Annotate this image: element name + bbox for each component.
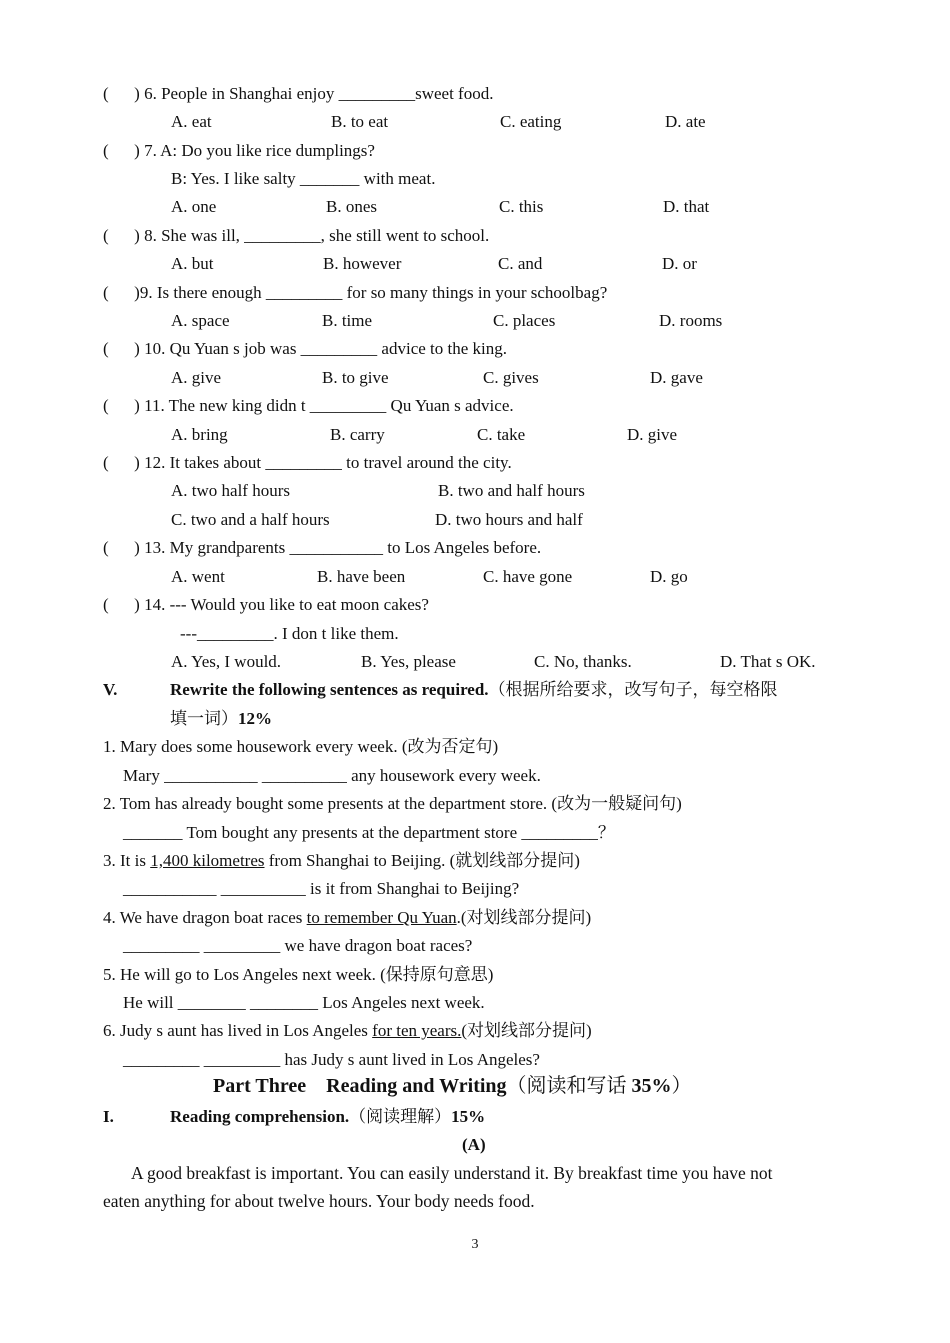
passage-label: (A) — [462, 1135, 486, 1154]
question-10-stem: ( ) 10. Qu Yuan s job was _________ advice to the king. — [103, 339, 508, 358]
question-13-stem: ( ) 13. My grandparents ___________ to Los Angeles before. — [103, 538, 542, 557]
page-number: 3 — [471, 1237, 479, 1252]
section-i-heading — [170, 1108, 485, 1125]
rewrite-6-answer: _________ _________ has Judy s aunt lived in Los Angeles? — [123, 1050, 540, 1069]
rewrite-4-underlined: to remember Qu Yuan — [306, 908, 457, 927]
q6-option-b: B. to eat — [331, 112, 389, 131]
rewrite-3-pre: 3. It is — [103, 851, 151, 870]
passage-line-2: eaten anything for about twelve hours. Your body needs food. — [103, 1191, 535, 1211]
q9-option-d: D. rooms — [659, 311, 723, 330]
section-v-heading-2 — [170, 710, 272, 727]
section-i-numeral: I. — [103, 1107, 114, 1126]
rewrite-6-underlined: for ten years. — [372, 1021, 462, 1040]
q7-option-d: D. that — [663, 197, 710, 216]
q6-option-a: A. eat — [171, 112, 212, 131]
rewrite-4-pre: 4. We have dragon boat races — [103, 908, 307, 927]
q7-option-b: B. ones — [326, 197, 377, 216]
q11-option-d: D. give — [627, 425, 678, 444]
q6-option-c: C. eating — [500, 112, 562, 131]
part-three-close: ） — [671, 1075, 692, 1097]
q7-option-a: A. one — [171, 197, 217, 216]
rewrite-4-answer: _________ _________ we have dragon boat races? — [123, 936, 473, 955]
rewrite-5: 5. He will go to Los Angeles next week. (保持原句意思) — [103, 965, 494, 984]
q8-option-b: B. however — [323, 254, 402, 273]
question-6-stem: ( ) 6. People in Shanghai enjoy _________sweet food. — [103, 84, 494, 103]
question-14-stem-b: ---_________. I don t like them. — [180, 624, 399, 643]
rewrite-6 — [103, 1022, 592, 1039]
section-v-numeral: V. — [103, 680, 118, 699]
part-three-score: 35% — [631, 1075, 672, 1097]
q8-option-a: A. but — [171, 254, 214, 273]
rewrite-1: 1. Mary does some housework every week. (改为否定句) — [103, 737, 499, 756]
q10-option-d: D. gave — [650, 368, 703, 387]
q14-option-a: A. Yes, I would. — [171, 652, 282, 671]
section-v-score: 12% — [238, 709, 272, 728]
q11-option-a: A. bring — [171, 425, 228, 444]
q13-option-c: C. have gone — [483, 567, 573, 586]
rewrite-6-pre: 6. Judy s aunt has lived in Los Angeles — [103, 1021, 373, 1040]
rewrite-3-post: from Shanghai to Beijing. (就划线部分提问) — [264, 851, 580, 870]
q12-option-a: A. two half hours — [171, 481, 290, 500]
q14-option-d: D. That s OK. — [720, 652, 816, 671]
section-v-note: （根据所给要求，改写句子，每空格限 — [488, 680, 778, 699]
q9-option-a: A. space — [171, 311, 230, 330]
rewrite-5-answer: He will ________ ________ Los Angeles next week. — [123, 993, 485, 1012]
q11-option-b: B. carry — [330, 425, 385, 444]
q9-option-b: B. time — [322, 311, 373, 330]
q13-option-d: D. go — [650, 567, 688, 586]
question-14-stem: ( ) 14. --- Would you like to eat moon cakes? — [103, 595, 429, 614]
q10-option-a: A. give — [171, 368, 222, 387]
q6-option-d: D. ate — [665, 112, 706, 131]
q12-option-c: C. two and a half hours — [171, 510, 330, 529]
q8-option-c: C. and — [498, 254, 543, 273]
q10-option-c: C. gives — [483, 368, 539, 387]
question-9-stem: ( )9. Is there enough _________ for so many things in your schoolbag? — [103, 283, 608, 302]
rewrite-2-answer: _______ Tom bought any presents at the department store _________？ — [123, 823, 615, 842]
q9-option-c: C. places — [493, 311, 556, 330]
rewrite-2: 2. Tom has already bought some presents at the department store. (改为一般疑问句) — [103, 794, 682, 813]
rewrite-3-answer: ___________ __________ is it from Shanghai to Beijing? — [123, 879, 520, 898]
q12-option-d: D. two hours and half — [435, 510, 583, 529]
passage-line-1: A good breakfast is important. You can easily understand it. By breakfast time you have not — [131, 1163, 773, 1183]
rewrite-3-underlined: 1,400 kilometres — [150, 851, 265, 870]
rewrite-1-answer: Mary ___________ __________ any housework every week. — [123, 766, 541, 785]
q13-option-a: A. went — [171, 567, 225, 586]
q14-option-b: B. Yes, please — [361, 652, 456, 671]
part-three-title: Part Three Reading and Writing — [213, 1075, 507, 1097]
section-i-note: （阅读理解） — [349, 1107, 452, 1126]
q12-option-b: B. two and half hours — [438, 481, 585, 500]
q8-option-d: D. or — [662, 254, 697, 273]
rewrite-3 — [103, 852, 580, 869]
question-12-stem: ( ) 12. It takes about _________ to travel around the city. — [103, 453, 512, 472]
section-v-heading — [170, 681, 778, 698]
part-three-heading — [213, 1076, 692, 1096]
question-11-stem: ( ) 11. The new king didn t _________ Qu Yuan s advice. — [103, 396, 514, 415]
section-i-title: Reading comprehension. — [170, 1107, 350, 1126]
q10-option-b: B. to give — [322, 368, 389, 387]
section-i-score: 15% — [451, 1107, 486, 1126]
q13-option-b: B. have been — [317, 567, 406, 586]
q11-option-c: C. take — [477, 425, 526, 444]
rewrite-4-post: .(对划线部分提问) — [456, 908, 592, 927]
rewrite-4 — [103, 909, 591, 926]
section-v-note-2: 填一词） — [170, 709, 238, 728]
rewrite-6-post: (对划线部分提问) — [461, 1021, 592, 1040]
q7-option-c: C. this — [499, 197, 544, 216]
question-7-stem: ( ) 7. A: Do you like rice dumplings? — [103, 141, 375, 160]
section-v-title: Rewrite the following sentences as required. — [170, 680, 489, 699]
question-7-stem-b: B: Yes. I like salty _______ with meat. — [171, 169, 436, 188]
q14-option-c: C. No, thanks. — [534, 652, 632, 671]
question-8-stem: ( ) 8. She was ill, _________, she still went to school. — [103, 226, 490, 245]
part-three-note: （阅读和写话 — [506, 1075, 632, 1097]
